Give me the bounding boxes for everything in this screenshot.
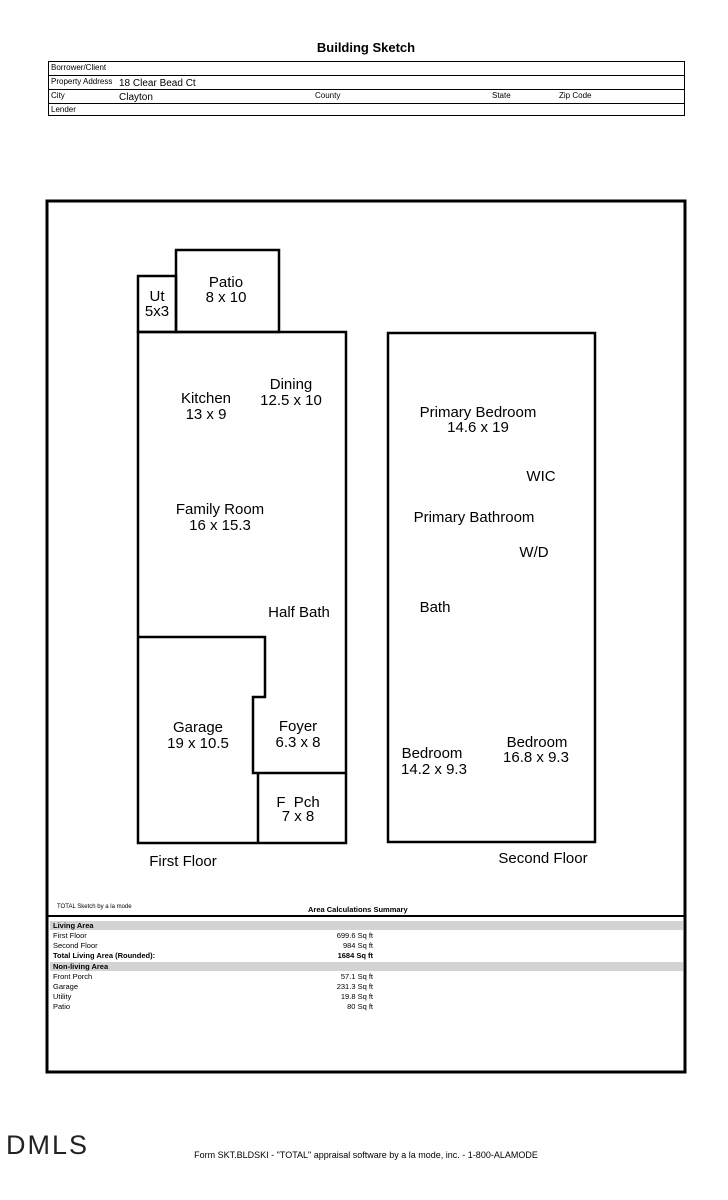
- page-title: Building Sketch: [316, 40, 416, 55]
- dining-name: Dining: [269, 376, 313, 393]
- summary-row: [53, 931, 673, 940]
- total-living-value: 1684 Sq ft: [337, 951, 373, 960]
- state-label: State: [492, 91, 511, 100]
- sketch-credit: TOTAL Sketch by a la mode: [57, 904, 132, 910]
- address-value: 18 Clear Bead Ct: [119, 78, 196, 89]
- bath-name: Bath: [419, 599, 451, 616]
- summary-row-label: Patio: [53, 1002, 71, 1011]
- summary-row-label: Utility: [53, 992, 72, 1001]
- living-area-band: [50, 921, 683, 930]
- summary-row-label: First Floor: [53, 931, 87, 940]
- wd-name: W/D: [519, 544, 549, 561]
- address-label: Property Address: [51, 77, 113, 86]
- foyer-dim: 6.3 x 8: [275, 734, 321, 751]
- patio-dim: 8 x 10: [205, 289, 247, 306]
- city-value: Clayton: [119, 92, 153, 103]
- bedroom-2-name: Bedroom: [506, 734, 568, 751]
- summary-header: [48, 903, 685, 915]
- family-room-name: Family Room: [175, 501, 265, 518]
- summary-title: Area Calculations Summary: [308, 905, 408, 914]
- first-floor-label: First Floor: [149, 853, 217, 870]
- summary-row-value: 231.3 Sq ft: [336, 982, 373, 991]
- summary-row-value: 19.8 Sq ft: [340, 992, 373, 1001]
- living-area-label: Living Area: [53, 921, 94, 930]
- bedroom-1-dim: 14.2 x 9.3: [401, 761, 467, 778]
- total-living-label: Total Living Area (Rounded):: [53, 951, 156, 960]
- dmls-logo: DMLS: [6, 1130, 90, 1160]
- primary-bedroom-name: Primary Bedroom: [419, 404, 537, 421]
- lender-label: Lender: [51, 105, 76, 114]
- foyer-name: Foyer: [278, 718, 318, 735]
- nonliving-area-label: Non-living Area: [53, 962, 109, 971]
- porch-dim: 7 x 8: [281, 808, 315, 825]
- bedroom-1-name: Bedroom: [401, 745, 463, 762]
- kitchen-name: Kitchen: [180, 390, 232, 407]
- summary-row: [53, 941, 673, 950]
- nonliving-area-band: [50, 962, 683, 971]
- first-floor-walls: [138, 250, 346, 843]
- garage-foyer-wall: [138, 637, 346, 773]
- summary-row-label: Second Floor: [53, 941, 98, 950]
- ut-dim: 5x3: [144, 303, 170, 320]
- primary-bathroom-name: Primary Bathroom: [413, 509, 535, 526]
- primary-bedroom-dim: 14.6 x 19: [447, 419, 509, 436]
- dining-dim: 12.5 x 10: [260, 392, 322, 409]
- summary-row-value: 57.1 Sq ft: [340, 972, 373, 981]
- summary-row: [53, 982, 673, 991]
- garage-name: Garage: [172, 719, 224, 736]
- summary-row-value: 699.6 Sq ft: [336, 931, 373, 940]
- summary-row-value: 80 Sq ft: [347, 1002, 373, 1011]
- ut-name: Ut: [149, 288, 165, 305]
- bedroom-2-dim: 16.8 x 9.3: [503, 749, 569, 766]
- summary-row-value: 984 Sq ft: [342, 941, 373, 950]
- summary-row-label: Garage: [53, 982, 79, 991]
- county-label: County: [315, 91, 341, 100]
- zip-label: Zip Code: [559, 91, 592, 100]
- half-bath-name: Half Bath: [268, 604, 330, 621]
- family-room-dim: 16 x 15.3: [189, 517, 251, 534]
- total-living-row: [53, 951, 673, 960]
- borrower-label: Borrower/Client: [51, 63, 107, 72]
- wic-name: WIC: [526, 468, 556, 485]
- summary-row: [53, 1002, 673, 1011]
- summary-row-label: Front Porch: [53, 972, 93, 981]
- second-floor-label: Second Floor: [498, 850, 588, 867]
- kitchen-dim: 13 x 9: [185, 406, 227, 423]
- porch-name: F Pch: [276, 794, 320, 811]
- city-label: City: [51, 91, 65, 100]
- patio-name: Patio: [208, 274, 244, 291]
- form-footer: Form SKT.BLDSKI - "TOTAL" appraisal software by a la mode, inc. - 1-800-ALAMODE: [194, 1150, 538, 1160]
- summary-row: [53, 992, 673, 1001]
- summary-row: [53, 972, 673, 981]
- garage-dim: 19 x 10.5: [167, 735, 229, 752]
